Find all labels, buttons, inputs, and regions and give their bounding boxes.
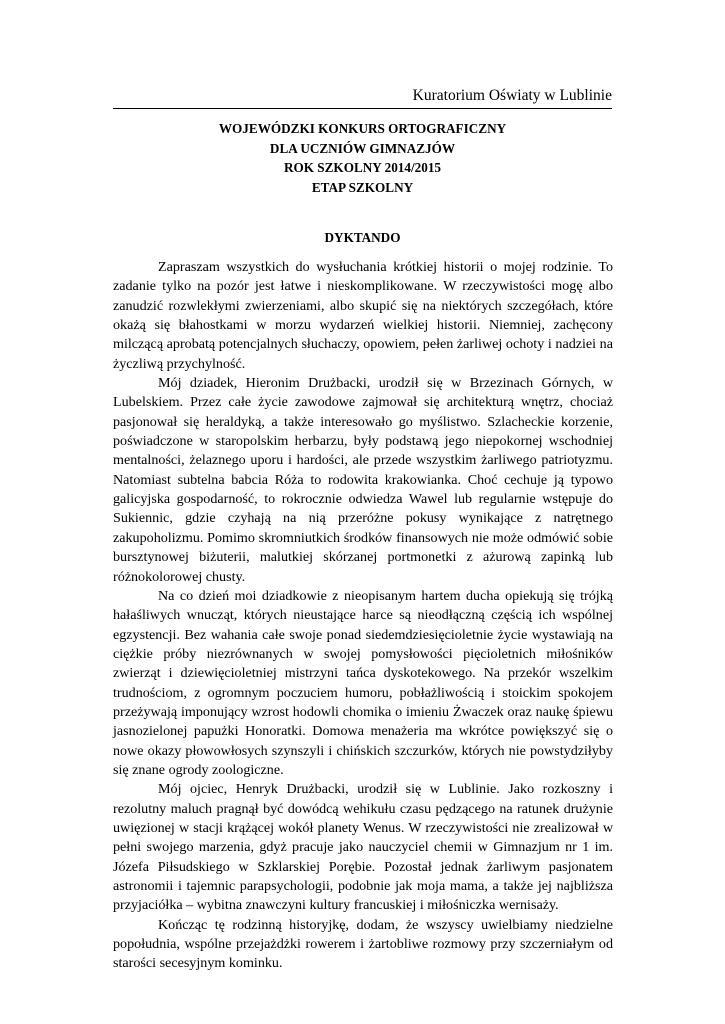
paragraph: Zapraszam wszystkich do wysłuchania krótkiej historii o mojej rodzinie. To zadanie tylko na pozór jest łatwe i nieskomplikowane. W rzeczywistości mogę albo zanudzić rozwlekłymi zwierzeniami, albo skupić się na niektórych szczegółach, które okażą się błahostkami w morzu wydarzeń wielkiej historii. Niemniej, zachęcony milczącą aprobatą potencjalnych słuchaczy, opowiem, pełen żarliwej ochoty i nadziei na życzliwą przychylność.	[113, 259, 613, 372]
title-block	[113, 119, 612, 197]
title-line: DLA UCZNIÓW GIMNAZJÓW	[269, 140, 456, 156]
paragraph: Mój dziadek, Hieronim Drużbacki, urodził się w Brzezinach Górnych, w Lubelskiem. Przez całe życie zawodowe zajmował się architekturą wnętrz, chociaż pasjonował się heraldyką, a także interesowało go myślistwo. Szlacheckie korzenie, poświadczone w staropolskim herbarzu, były podstawą jego niepokornej wschodniej mentalności, żelaznego uporu i hardości, ale przede wszystkim żarliwego patriotyzmu. Natomiast subtelna babcia Róża to rodowita krakowianka. Choć cechuje ją typowo galicyjska gospodarność, to rokrocznie odwiedza Wawel lub regularnie wstępuje do Sukiennic, gdzie czyhają na nią przeróżne pokusy wynikające z natrętnego zakupoholizmu. Pomimo skromniutkich środków finansowych nie może odmówić sobie bursztynowej biżuterii, malutkiej skórzanej portmonetki z ażurową zapinką lub różnokolorowej chusty.	[113, 375, 613, 585]
title-line: ROK SZKOLNY 2014/2015	[283, 160, 442, 175]
title-line: WOJEWÓDZKI KONKURS ORTOGRAFICZNY	[218, 121, 507, 136]
paragraph: Na co dzień moi dziadkowie z nieopisanym hartem ducha opiekują się trójką hałaśliwych wnucząt, których nieustające harce są nieodłączną częścią ich wspólnej egzystencji. Bez wahania całe swoje ponad siedemdziesięcioletnie życie wystawiają na ciężkie próby niezrównanych w swojej pomysłowości pięcioletnich miłośników zwierząt i dziewięcioletniej mistrzyni tańca dyskotekowego. Na przekór wszelkim trudnościom, z ogromnym poczuciem humoru, pobłażliwością i stoickim spokojem przeżywają imponujący wzrost hodowli chomika o imieniu Żwaczek oraz naukę śpiewu jasnozielonej papużki Honoratki. Domowa menażeria ma wkrótce powiększyć się o nowe okazy płowowłosych szynszyli i chińskich szczurków, których nie powstydziłyby się znane ogrody zoologiczne.	[113, 587, 613, 778]
title-line: ETAP SZKOLNY	[311, 179, 414, 195]
section-title: DYKTANDO	[324, 230, 401, 245]
paragraph: Kończąc tę rodzinną historyjkę, dodam, że wszyscy uwielbiamy niedzielne popołudnia, wspólne przejażdżki rowerem i żartobliwe rozmowy przy szczerniałym od starości secesyjnym kominku.	[113, 916, 613, 972]
paragraph: Mój ojciec, Henryk Drużbacki, urodził się w Lublinie. Jako rozkoszny i rezolutny maluch pragnął być dowódcą wehikułu czasu pędzącego na ratunek drużynie uwięzionej w stacji krążącej wokół planety Wenus. W rzeczywistości nie zrealizował w pełni swojego marzenia, gdyż pracuje jako nauczyciel chemii w Gimnazjum nr 1 im. Józefa Piłsudskiego w Szklarskiej Porębie. Pozostał jednak żarliwym pasjonatem astronomii i tajemnic parapsychologii, podobnie jak moja mama, a także jej najbliższa przyjaciółka – wybitna znawczyni kultury francuskiej i miłośniczka wernisaży.	[113, 781, 613, 914]
header-institution: Kuratorium Oświaty w Lublinie	[412, 87, 612, 104]
page-header	[113, 86, 612, 109]
dictation-text	[113, 258, 613, 974]
